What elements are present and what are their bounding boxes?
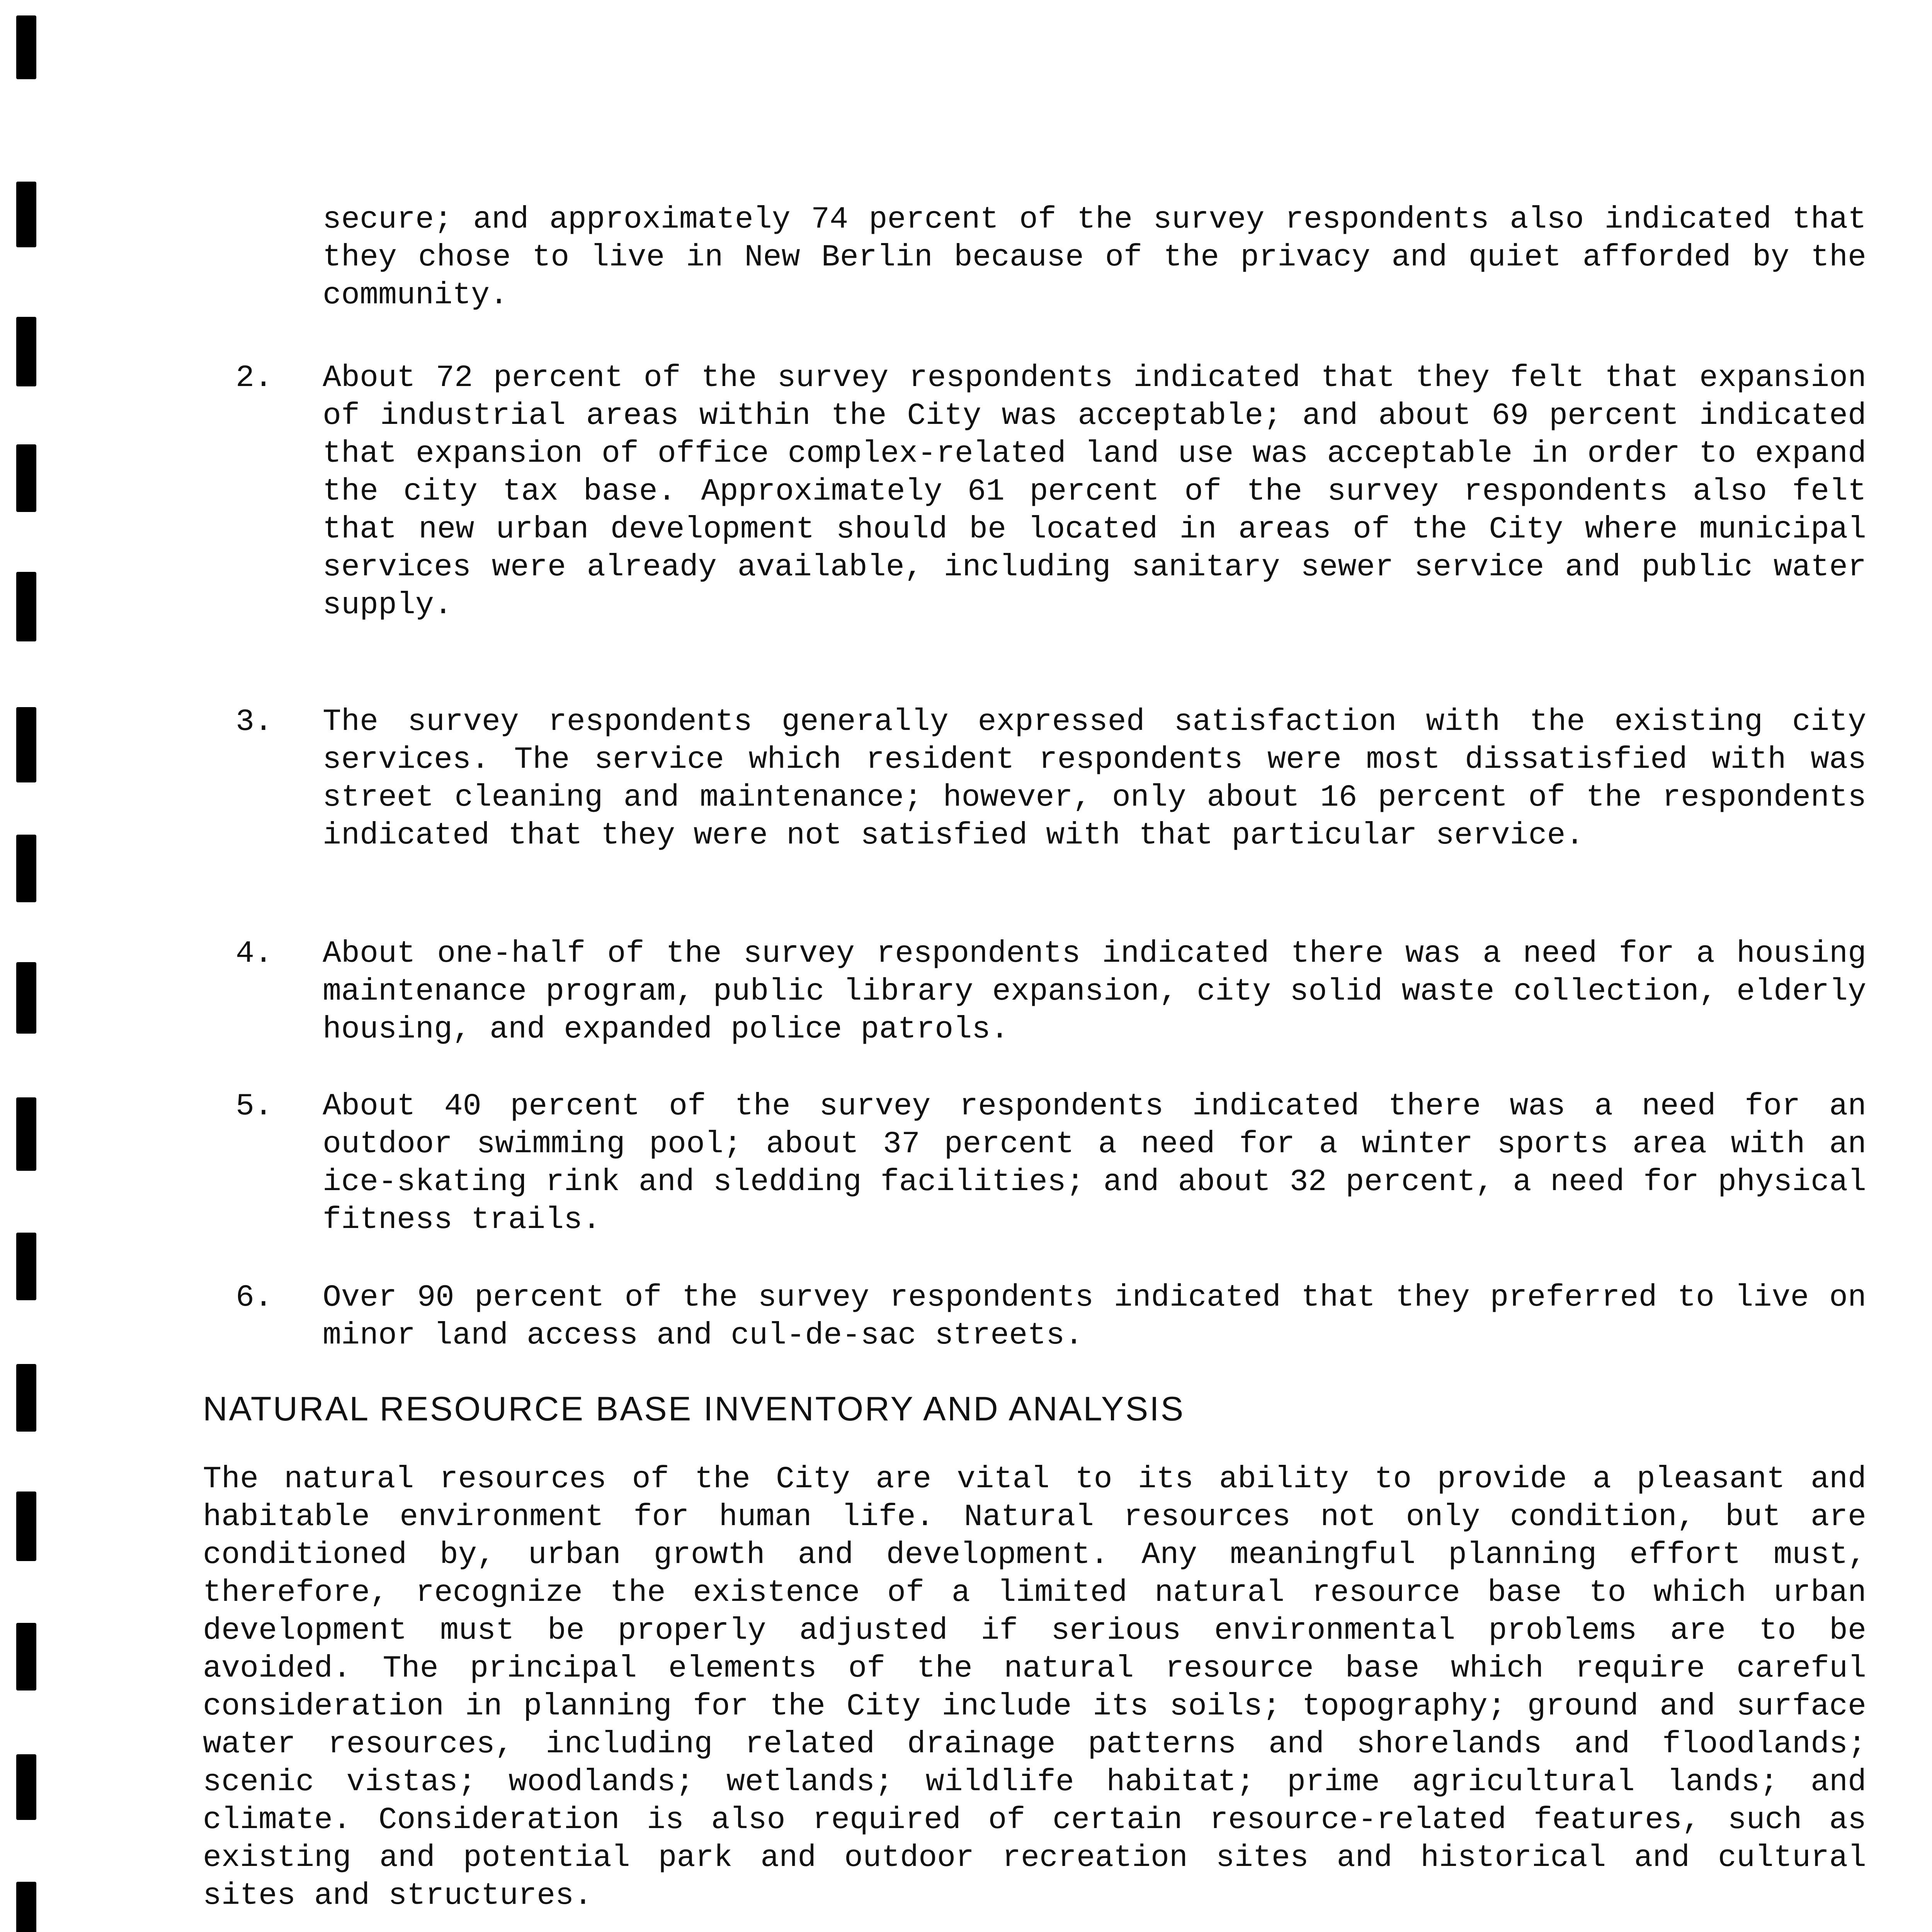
list-item-number: 2.	[236, 361, 273, 396]
binding-mark	[16, 572, 36, 641]
binding-mark	[16, 1882, 36, 1932]
list-item-text: About 40 percent of the survey respondents indicated there was a need for an outdoor swimming pool; about 37 percent a need for a winter sports area with an ice-skating rink and sledding facilities; and about 32 percent, a need for physical fitness trails.	[323, 1089, 1866, 1238]
section-heading: NATURAL RESOURCE BASE INVENTORY AND ANALYSIS	[203, 1389, 1185, 1428]
binding-mark	[16, 1233, 36, 1300]
list-item-text: Over 90 percent of the survey respondents indicated that they preferred to live on minor land access and cul-de-sac streets.	[323, 1280, 1866, 1353]
binding-mark	[16, 15, 36, 79]
list-item-number: 5.	[236, 1089, 273, 1124]
list-item-number: 6.	[236, 1280, 273, 1315]
list-item	[236, 935, 1866, 1049]
list-item-text: About one-half of the survey respondents indicated there was a need for a housing maintenance program, public library expansion, city solid waste collection, elderly housing, and expanded police patrols.	[323, 936, 1866, 1047]
binding-mark	[16, 182, 36, 247]
binding-mark	[16, 1492, 36, 1561]
list-item-text: The survey respondents generally expressed satisfaction with the existing city services. The service which resident respondents were most dissatisfied with was street cleaning and maintenance; however, only about 16 percent of the respondents indicated that they were not satisfied with that particular service.	[323, 704, 1866, 853]
list-item	[236, 1279, 1866, 1355]
list-item-number: 4.	[236, 936, 273, 971]
binding-mark	[16, 707, 36, 782]
binding-mark	[16, 1364, 36, 1432]
list-item-text: About 72 percent of the survey respondents indicated that they felt that expansion of industrial areas within the City was acceptable; and about 69 percent indicated that expansion of office complex-related land use was acceptable in order to expand the city tax base. Approximately 61 percent of the survey respondents also felt that new urban development should be located in areas of the City where municipal services were already available, including sanitary sewer service and public water supply.	[323, 361, 1866, 623]
binding-mark	[16, 444, 36, 512]
section-paragraph: The natural resources of the City are vital to its ability to provide a pleasant and habitable environment for human life. Natural resources not only condition, but are conditioned by, urban growth and development. Any meaningful planning effort must, therefore, recognize the existence of a limited natural resource base to which urban development must be properly adjusted if serious environmental problems are to be avoided. The principal elements of the natural resource base which require careful consideration in planning for the City include its soils; topography; ground and surface water resources, including related drainage patterns and shorelands and floodlands; scenic vistas; woodlands; wetlands; wildlife habitat; prime agricultural lands; and climate. Consideration is also required of certain resource-related features, such as existing and potential park and outdoor recreation sites and historical and cultural sites and structures.	[203, 1462, 1866, 1913]
binding-mark	[16, 1754, 36, 1820]
continuation-paragraph: secure; and approximately 74 percent of the survey respondents also indicated that they chose to live in New Berlin because of the privacy and quiet afforded by the community.	[323, 202, 1866, 313]
list-item	[236, 1088, 1866, 1239]
binding-mark	[16, 1623, 36, 1690]
list-item	[236, 703, 1866, 855]
binding-mark	[16, 962, 36, 1034]
binding-mark	[16, 835, 36, 902]
list-item	[236, 359, 1866, 624]
binding-mark	[16, 317, 36, 386]
binding-mark	[16, 1097, 36, 1171]
list-item-number: 3.	[236, 704, 273, 740]
